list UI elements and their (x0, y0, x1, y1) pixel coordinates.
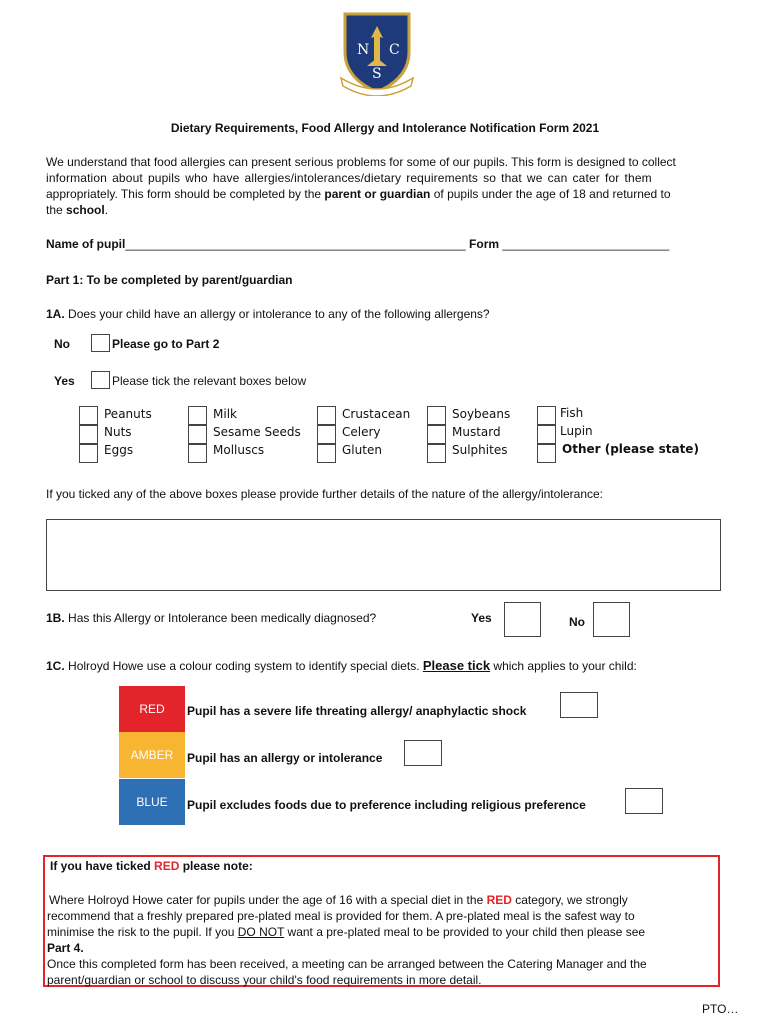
soybeans-checkbox[interactable] (427, 406, 446, 425)
blue-code-checkbox[interactable] (625, 788, 663, 814)
nuts-checkbox[interactable] (79, 425, 98, 444)
celery-checkbox[interactable] (317, 425, 336, 444)
molluscs-checkbox[interactable] (188, 444, 207, 463)
q1b-text: 1B. Has this Allergy or Intolerance been medically diagnosed? (46, 611, 377, 625)
form-label: Form (465, 237, 503, 251)
blue-code-swatch (119, 779, 185, 825)
allergen-mustard: Mustard (452, 425, 501, 439)
school-crest-logo (337, 8, 417, 96)
details-prompt: If you ticked any of the above boxes please provide further details of the nature of the allergy/intolerance: (46, 487, 604, 501)
name-of-pupil-field[interactable]: ___________________________________________________ (125, 237, 466, 251)
allergen-peanuts: Peanuts (104, 407, 152, 421)
pto-text: PTO… (702, 1002, 739, 1016)
mustard-checkbox[interactable] (427, 425, 446, 444)
allergen-sulphites: Sulphites (452, 443, 508, 457)
blue-code-description: Pupil excludes foods due to preference including religious preference (187, 798, 586, 812)
eggs-checkbox[interactable] (79, 444, 98, 463)
red-note-line-5: Once this completed form has been received, a meeting can be arranged between the Catering Manager and the (47, 957, 647, 971)
sesame-checkbox[interactable] (188, 425, 207, 444)
name-of-pupil-row (46, 236, 669, 252)
intro-line-1: We understand that food allergies can present serious problems for some of our pupils. This form is designed to collect (46, 155, 676, 169)
red-note-content (47, 858, 717, 988)
crest-letter-s: S (372, 66, 382, 82)
crustacean-checkbox[interactable] (317, 406, 336, 425)
allergen-soybeans: Soybeans (452, 407, 511, 421)
q1b-no-label: No (569, 615, 585, 629)
allergen-sesame: Sesame Seeds (213, 425, 301, 439)
allergen-celery: Celery (342, 425, 381, 439)
red-code-swatch (119, 686, 185, 732)
no-instruction: Please go to Part 2 (112, 337, 220, 351)
allergy-details-textarea[interactable] (46, 519, 721, 591)
fish-checkbox[interactable] (537, 406, 556, 425)
allergen-other: Other (please state) (562, 442, 699, 456)
q1b-yes-checkbox[interactable] (504, 602, 541, 637)
allergen-group-2 (213, 405, 301, 459)
intro-paragraph (46, 154, 726, 218)
allergen-group-5 (560, 404, 699, 458)
intro-line-3: appropriately. This form should be completed by the parent or guardian of pupils under the age of 18 and returned to (46, 187, 671, 201)
allergen-crustacean: Crustacean (342, 407, 411, 421)
red-note-line-6: parent/guardian or school to discuss your child's food requirements in more detail. (47, 973, 482, 987)
yes-label: Yes (54, 374, 75, 388)
red-code-description: Pupil has a severe life threating allergy/ anaphylactic shock (187, 704, 527, 718)
red-code-checkbox[interactable] (560, 692, 598, 718)
name-of-pupil-label: Name of pupil (46, 237, 126, 251)
blue-code-label: BLUE (136, 795, 168, 809)
q1b-yes-label: Yes (471, 611, 492, 625)
form-title: Dietary Requirements, Food Allergy and Intolerance Notification Form 2021 (170, 121, 600, 135)
yes-instruction: Please tick the relevant boxes below (112, 374, 307, 388)
crest-letter-n: N (357, 42, 370, 58)
lupin-checkbox[interactable] (537, 425, 556, 444)
amber-code-swatch (119, 732, 185, 778)
no-checkbox[interactable] (91, 334, 110, 352)
allergen-group-1 (104, 405, 152, 459)
red-note-heading: If you have ticked RED please note: (50, 859, 253, 873)
allergen-eggs: Eggs (104, 443, 134, 457)
form-field[interactable]: _________________________ (502, 237, 670, 251)
red-note-part4: Part 4. (47, 941, 84, 955)
intro-line-4: the school. (46, 203, 109, 217)
crest-letter-c: C (389, 42, 400, 58)
yes-checkbox[interactable] (91, 371, 110, 389)
allergen-fish: Fish (560, 406, 584, 420)
other-checkbox[interactable] (537, 444, 556, 463)
peanuts-checkbox[interactable] (79, 406, 98, 425)
amber-code-description: Pupil has an allergy or intolerance (187, 751, 383, 765)
intro-line-2: information about pupils who have allergies/intolerances/dietary requirements so that we can cater for them (46, 171, 652, 185)
gluten-checkbox[interactable] (317, 444, 336, 463)
amber-code-label: AMBER (130, 748, 174, 762)
sulphites-checkbox[interactable] (427, 444, 446, 463)
red-note-line-3: minimise the risk to the pupil. If you DO NOT want a pre-plated meal to be provided to your child then please see (47, 925, 646, 939)
milk-checkbox[interactable] (188, 406, 207, 425)
allergen-lupin: Lupin (560, 424, 593, 438)
q1a-text: 1A. Does your child have an allergy or intolerance to any of the following allergens? (46, 307, 490, 321)
q1c-text: 1C. Holroyd Howe use a colour coding system to identify special diets. Please tick which applies to your child: (46, 658, 637, 673)
amber-code-checkbox[interactable] (404, 740, 442, 766)
allergen-milk: Milk (213, 407, 237, 421)
red-code-label: RED (139, 702, 165, 716)
part1-heading: Part 1: To be completed by parent/guardian (46, 273, 293, 287)
allergen-gluten: Gluten (342, 443, 382, 457)
allergen-group-4 (452, 405, 510, 459)
allergen-group-3 (342, 405, 410, 459)
allergen-nuts: Nuts (104, 425, 132, 439)
allergen-molluscs: Molluscs (213, 443, 265, 457)
red-note-line-2: recommend that a freshly prepared pre-plated meal is provided for them. A pre-plated meal is the safest way to (47, 909, 635, 923)
no-label: No (54, 337, 70, 351)
red-note-line-1: Where Holroyd Howe cater for pupils under the age of 16 with a special diet in the RED category, we strongly (49, 893, 628, 907)
q1b-no-checkbox[interactable] (593, 602, 630, 637)
